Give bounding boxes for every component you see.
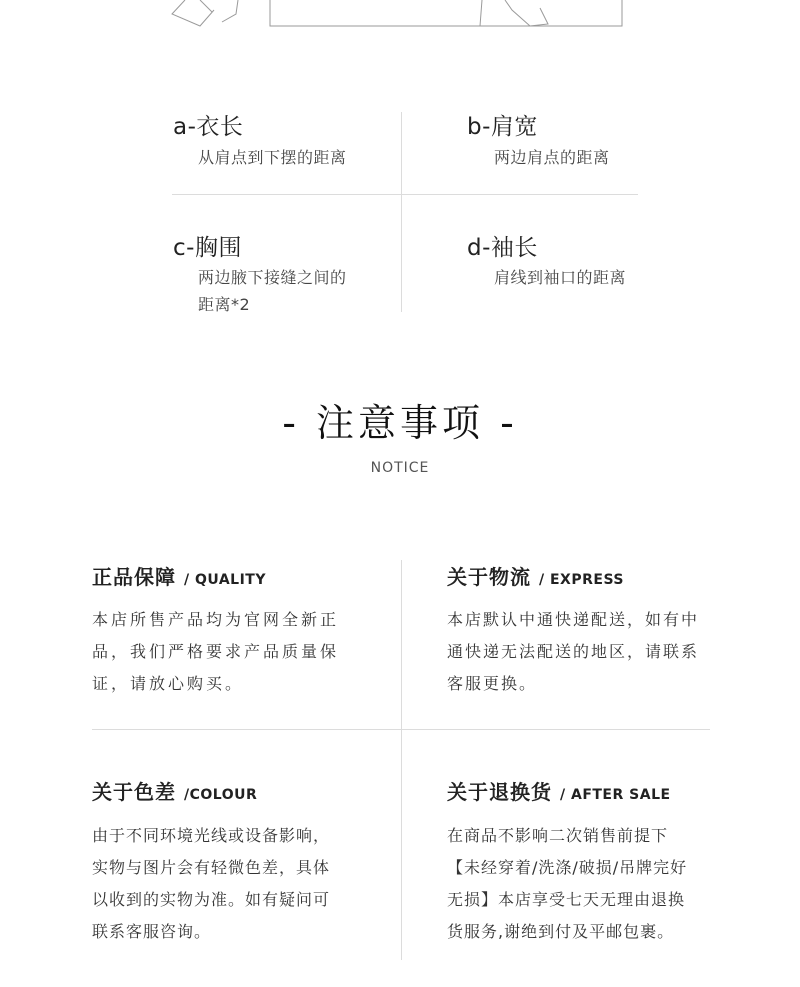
notice-heading-zh: 正品保障	[92, 565, 176, 589]
notice-body-after-sale: 在商品不影响二次销售前提下 【未经穿着/洗涤/破损/吊牌完好 无损】本店享受七天无理由退换 货服务,谢绝到付及平邮包裹。	[447, 826, 688, 941]
notice-heading-en: / EXPRESS	[539, 572, 624, 588]
notice-heading-en: / AFTER SALE	[560, 787, 671, 803]
notice-divider-horizontal	[92, 729, 710, 730]
measure-divider-horizontal	[172, 194, 638, 195]
notice-heading-zh: 关于退换货	[447, 780, 552, 804]
measure-title-a: a-衣长	[173, 114, 244, 140]
measure-title-c: c-胸围	[173, 235, 242, 261]
notice-body-colour: 由于不同环境光线或设备影响， 实物与图片会有轻微色差，具体 以收到的实物为准。如有疑问可 联系客服咨询。	[92, 826, 331, 941]
measure-divider-vertical	[401, 112, 402, 312]
notice-heading-en: /COLOUR	[184, 787, 258, 803]
notice-heading-zh: 关于色差	[92, 780, 176, 804]
notice-heading-zh: 关于物流	[447, 565, 531, 589]
measure-desc-a: 从肩点到下摆的距离	[198, 148, 347, 167]
notice-heading-colour	[92, 776, 257, 805]
measure-title-b: b-肩宽	[467, 114, 538, 140]
measure-desc-b: 两边肩点的距离	[494, 148, 610, 167]
notice-title: - 注意事项 -	[282, 401, 518, 445]
notice-heading-en: / QUALITY	[184, 572, 266, 588]
measure-desc-c: 两边腋下接缝之间的 距离*2	[198, 268, 347, 314]
measure-title-d: d-袖长	[467, 235, 538, 261]
notice-body-express: 本店默认中通快递配送，如有中 通快递无法配送的地区，请联系 客服更换。	[447, 610, 700, 693]
notice-heading-express	[447, 561, 624, 590]
notice-body-quality: 本店所售产品均为官网全新正 品，我们严格要求产品质量保 证，请放心购买。	[92, 610, 340, 693]
garment-sketch-fragment	[0, 0, 800, 40]
measure-desc-d: 肩线到袖口的距离	[494, 268, 627, 287]
notice-divider-vertical	[401, 560, 402, 960]
notice-subtitle: NOTICE	[370, 460, 430, 476]
notice-heading-after-sale	[447, 776, 671, 805]
notice-heading-quality	[92, 561, 266, 590]
